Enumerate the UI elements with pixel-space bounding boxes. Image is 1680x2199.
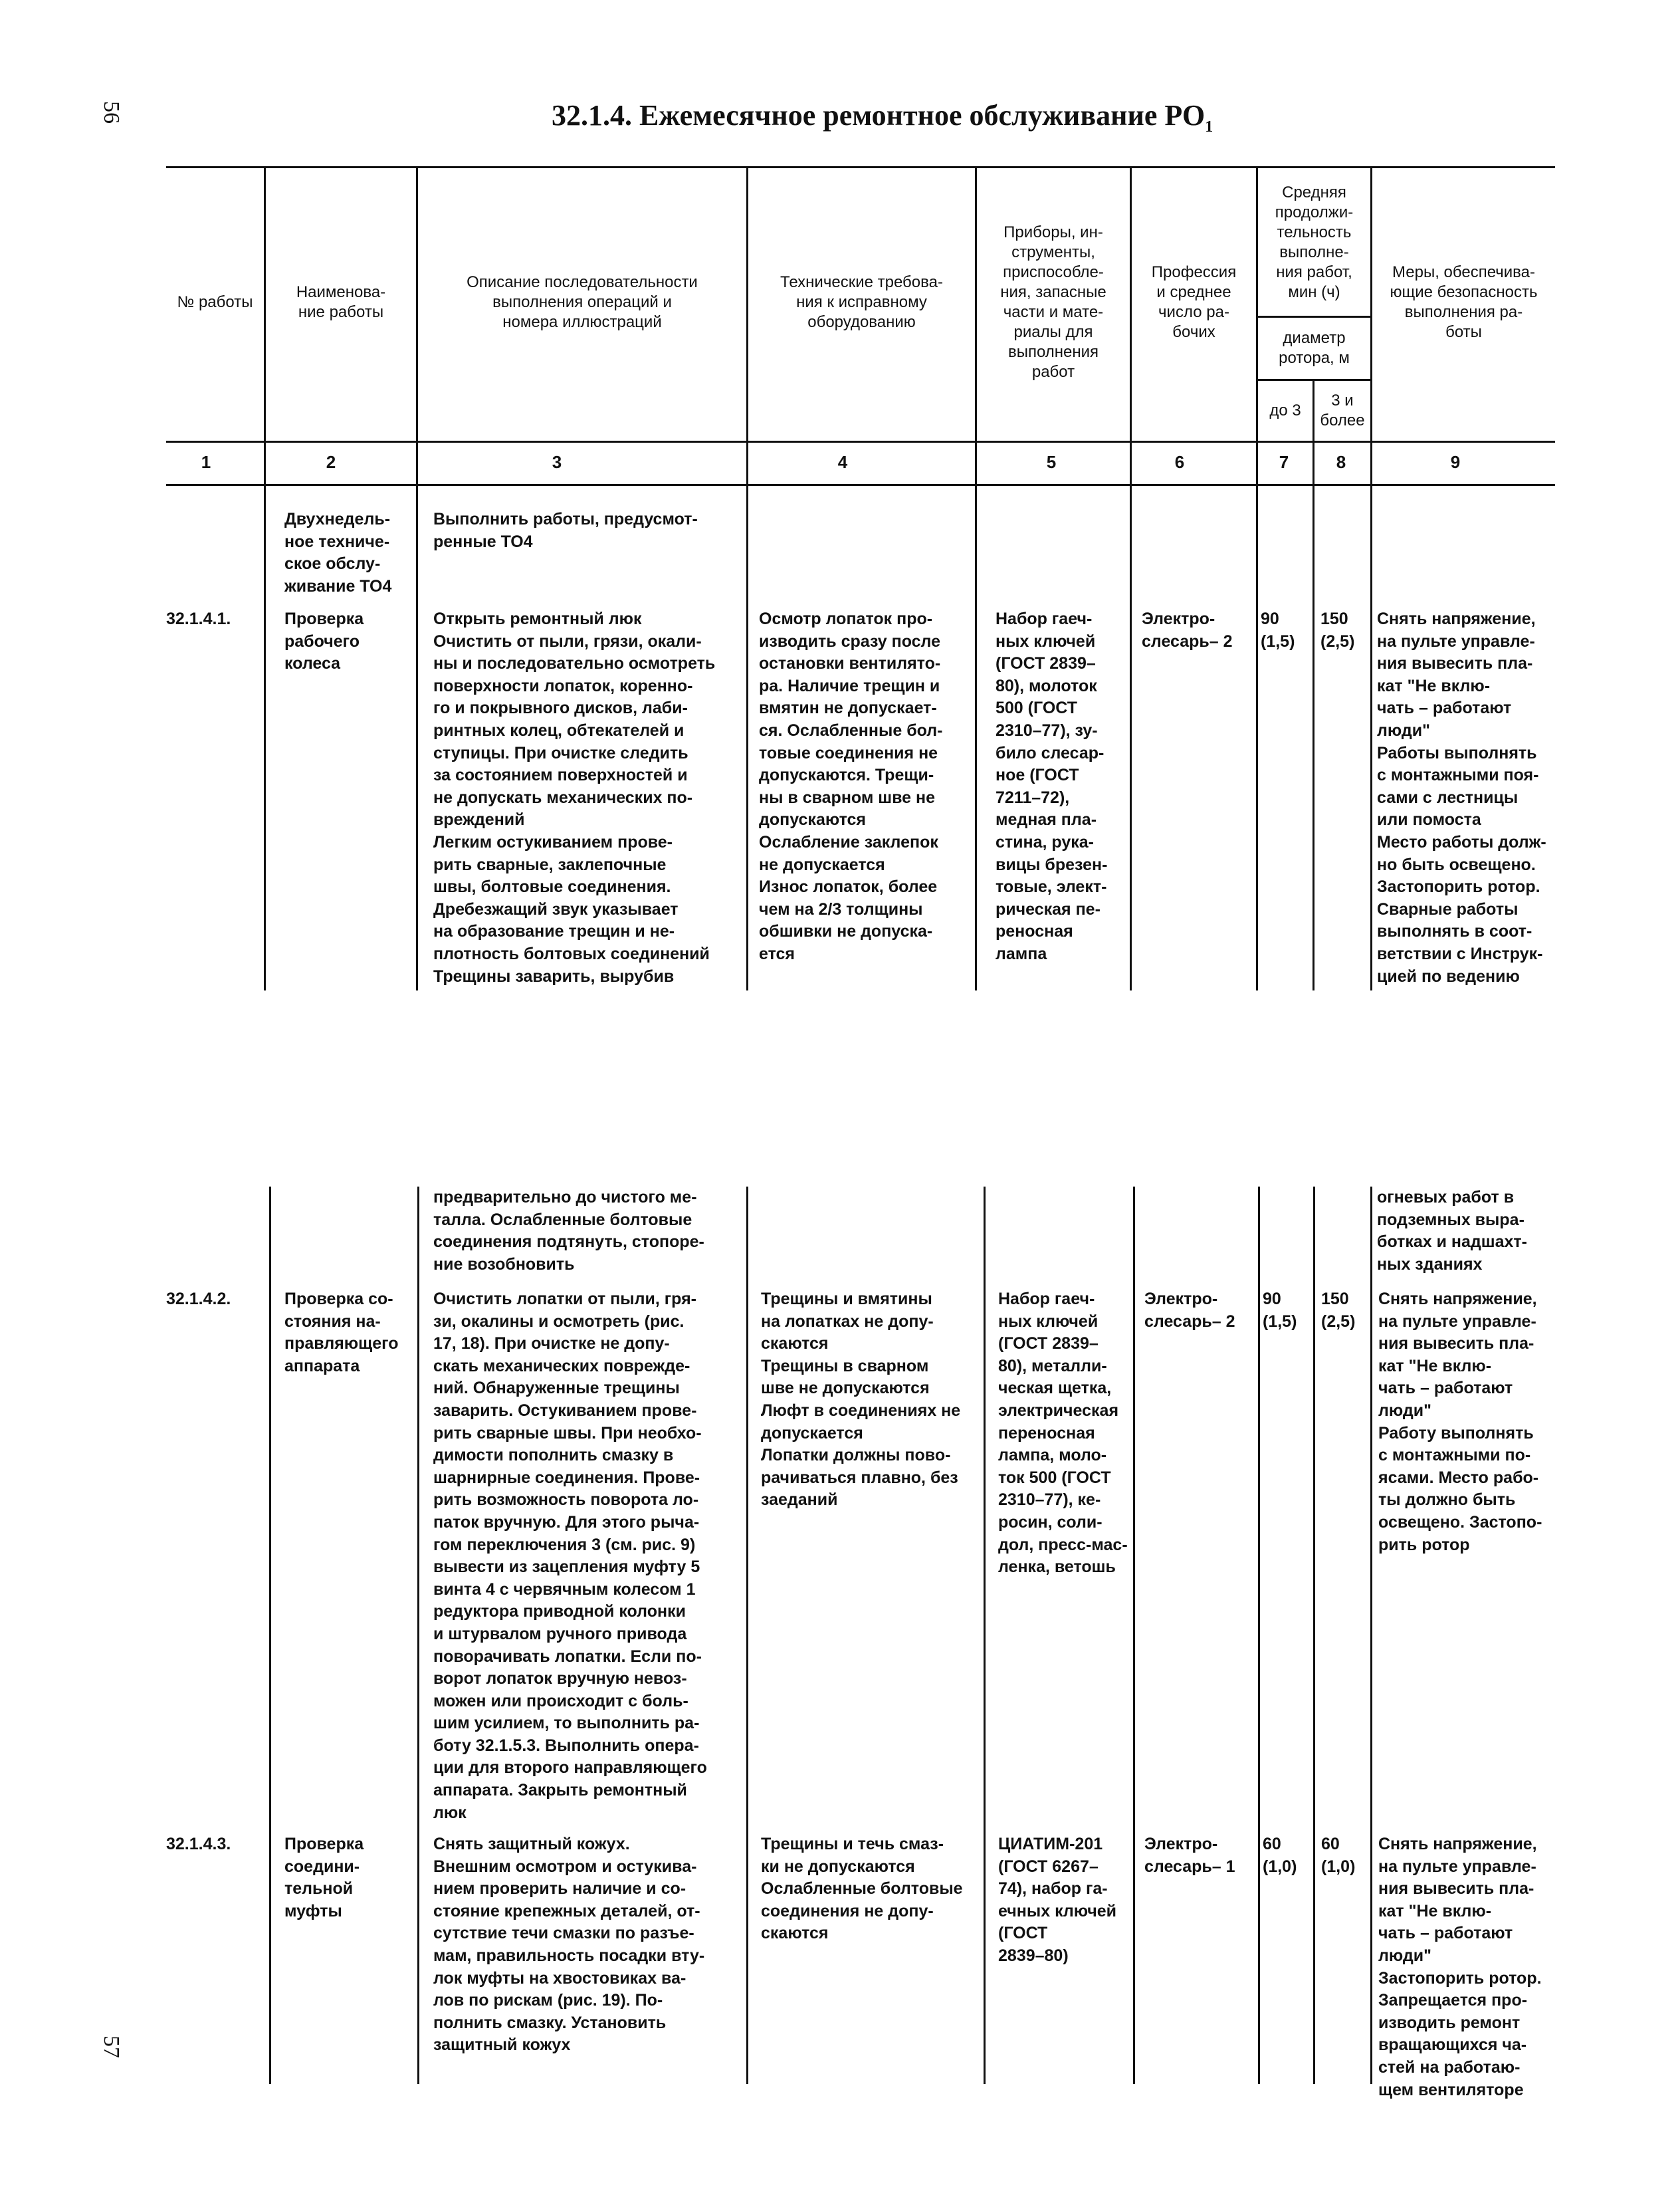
column-number: 9: [1450, 452, 1461, 472]
header-requirements: Технические требова- ния к исправному оборудованию: [780, 273, 943, 331]
row-32141-description-continued: предварительно до чистого ме- талла. Ослабленные болтовые соединения подтянуть, стопоре- ние возобновить: [433, 1188, 704, 1274]
row-32141-tools: Набор гаеч- ных ключей (ГОСТ 2839– 80), молоток 500 (ГОСТ 2310–77), зу- било слесар- ное (ГОСТ 7211–72), медная пла- стина, рука- вицы брезен- товые, элект- рическая пе- реносная лампа: [996, 610, 1108, 963]
col-divider-3b: [984, 1187, 986, 2084]
column-number: 6: [1174, 452, 1185, 472]
row-32143-requirements: Трещины и течь смаз- ки не допускаются Ослабленные болтовые соединения не допу- скаются: [761, 1835, 963, 1943]
row-32142-tools: Набор гаеч- ных ключей (ГОСТ 2839– 80), металли- ческая щетка, электрическая переносная лампа, моло- ток 500 (ГОСТ 2310–77), ке- росин, соли- дол, пресс-мас- ленка, ветошь: [998, 1290, 1128, 1577]
row-32142-number: 32.1.4.2.: [166, 1290, 231, 1308]
row-32141-number: 32.1.4.1.: [166, 610, 231, 628]
row-to4-name: Двухнедель- ное техниче- ское обслу- живание ТО4: [284, 510, 392, 596]
row-32142-profession: Электро- слесарь– 2: [1144, 1290, 1235, 1331]
page-number-bottom: 57: [99, 2035, 124, 2058]
col78-group-rule: [1256, 316, 1370, 318]
column-number: 8: [1336, 452, 1346, 472]
col-divider-1b: [417, 1187, 419, 2084]
header-up-to-3: до 3: [1269, 401, 1301, 419]
header-tools: Приборы, ин- струменты, приспособле- ния, запасные части и мате- риалы для выполнения работ: [1000, 223, 1106, 381]
row-32143-time-3-and-more: 60 (1,0): [1321, 1835, 1356, 1876]
row-32142-description: Очистить лопатки от пыли, гря- зи, окалины и осмотреть (рис. 17, 18). При очистке не допу- скать механических поврежде- ний. Обнаруженные трещины заварить. Остукиванием прове- рить сварные швы. При необхо- димости пополнить смазку в шарнирные соединения. Прове- рить возможность поворота ло- паток вручную. Для этого рыча- гом переключения 3 (см. рис. 9) вывести из зацепления муфту 5 винта 4 с червячным колесом 1 редуктора приводной колонки и штурвалом ручного привода поворачивать лопатки. Если по- ворот лопаток вручную невоз- можен или происходит с боль- шим усилием, то выполнить ра- боту 32.1.5.3. Выполнить опера- ции для второго направляющего аппарата. Закрыть ремонтный люк: [433, 1290, 707, 1822]
header-rotor-diameter: диаметр ротора, м: [1279, 329, 1350, 367]
page-number-top: 56: [99, 101, 124, 124]
header-duration-group: Средняя продолжи- тельность выполне- ния работ, мин (ч): [1275, 183, 1354, 301]
title-text: 32.1.4. Ежемесячное ремонтное обслуживание РО: [552, 99, 1206, 132]
row-32142-name: Проверка со- стояния на- правляющего аппарата: [284, 1290, 399, 1375]
row-32141-time-up-to-3: 90 (1,5): [1261, 610, 1295, 651]
col-divider-5b: [1258, 1187, 1260, 2084]
row-32143-description: Снять защитный кожух. Внешним осмотром и остукива- нием проверить наличие и со- стояние крепежных деталей, от- сутствие течи смазки по разъе- мам, правильность посадки вту- лок муфты на хвостовиках ва- лов по рискам (рис. 19). По- полнить смазку. Установить защитный кожух: [433, 1835, 705, 2055]
row-32143-name: Проверка соедини- тельной муфты: [284, 1835, 364, 1920]
col-divider-2b: [746, 1187, 748, 2084]
col-divider-0b: [269, 1187, 271, 2084]
row-32141-description: Открыть ремонтный люк Очистить от пыли, грязи, окали- ны и последовательно осмотреть поверхности лопаток, коренно- го и покрывного дисков, лаби- ринтных колец, обтекателей и ступицы. При очистке следить за состоянием поверхностей и не допускать механических по- вреждений Легким остукиванием прове- рить сварные, заклепочные швы, болтовые соединения. Дребезжащий звук указывает на образование трещин и не- плотность болтовых соединений Трещины заварить, вырубив: [433, 610, 716, 986]
column-number: 2: [326, 452, 336, 472]
column-number: 7: [1279, 452, 1289, 472]
row-32142-safety: Снять напряжение, на пульте управле- ния вывесить пла- кат "Не вклю- чать – работают люди" Работу выполнять с монтажными по- ясами. Место рабо- ты должно быть освещено. Застопо- рить ротор: [1378, 1290, 1542, 1554]
row-32143-time-up-to-3: 60 (1,0): [1263, 1835, 1297, 1876]
row-32141-safety-continued: огневых работ в подземных выра- ботках и надшахт- ных зданиях: [1377, 1188, 1528, 1274]
page-title: [552, 98, 1213, 136]
row-32142-requirements: Трещины и вмятины на лопатках не допу- скаются Трещины в сварном шве не допускаются Люфт в соединениях не допускается Лопатки должны пово- рачиваться плавно, без заеданий: [761, 1290, 961, 1510]
header-description: Описание последовательности выполнения операций и номера иллюстраций: [467, 273, 698, 331]
title-subscript: 1: [1205, 118, 1213, 136]
row-32143-safety: Снять напряжение, на пульте управле- ния вывесить пла- кат "Не вклю- чать – работают люди" Застопорить ротор. Запрещается про- изводить ремонт вращающихся ча- стей на работаю- щем вентиляторе: [1378, 1835, 1542, 2099]
header-job-name: Наименова- ние работы: [296, 283, 386, 321]
col-divider-7: [1312, 379, 1314, 990]
column-number: 3: [552, 452, 562, 472]
row-32143-profession: Электро- слесарь– 1: [1144, 1835, 1235, 1876]
column-number: 5: [1046, 452, 1057, 472]
header-3-and-more: 3 и более: [1320, 391, 1365, 429]
column-number: 1: [201, 452, 211, 472]
header-profession: Профессия и среднее число ра- бочих: [1151, 263, 1237, 341]
colnum-bottom-rule: [166, 484, 1555, 486]
row-32141-requirements: Осмотр лопаток про- изводить сразу после остановки вентилято- ра. Наличие трещин и вмятин не допускает- ся. Ослабленные бол- товые соединения не допускаются. Трещи- ны в сварном шве не допускаются Ослабление заклепок не допускается Износ лопаток, более чем на 2/3 толщины обшивки не допуска- ется: [759, 610, 943, 963]
row-32143-tools: ЦИАТИМ-201 (ГОСТ 6267– 74), набор га- ечных ключей (ГОСТ 2839–80): [998, 1835, 1116, 1965]
table-top-rule: [166, 166, 1555, 168]
row-to4-description: Выполнить работы, предусмот- ренные ТО4: [433, 510, 698, 551]
column-number: 4: [837, 452, 848, 472]
header-job-number: № работы: [177, 293, 253, 311]
row-32141-time-3-and-more: 150 (2,5): [1320, 610, 1355, 651]
row-32143-number: 32.1.4.3.: [166, 1835, 231, 1853]
row-32142-time-up-to-3: 90 (1,5): [1263, 1290, 1297, 1331]
header-bottom-rule: [166, 441, 1555, 443]
row-32141-safety: Снять напряжение, на пульте управле- ния вывесить пла- кат "Не вклю- чать – работают люди" Работы выполнять с монтажными поя- сами с лестницы или помоста Место работы долж- но быть освещено. Застопорить ротор. Сварные работы выполнять в соот- ветствии с Инструк- цией по ведению: [1377, 610, 1546, 986]
col-divider-4b: [1133, 1187, 1135, 2084]
row-32141-profession: Электро- слесарь– 2: [1142, 610, 1233, 651]
header-safety: Меры, обеспечива- ющие безопасность выполнения ра- боты: [1390, 263, 1538, 341]
row-32141-name: Проверка рабочего колеса: [284, 610, 364, 673]
col-divider-7b: [1370, 1187, 1372, 2084]
row-32142-time-3-and-more: 150 (2,5): [1321, 1290, 1356, 1331]
col-divider-6b: [1313, 1187, 1315, 2084]
